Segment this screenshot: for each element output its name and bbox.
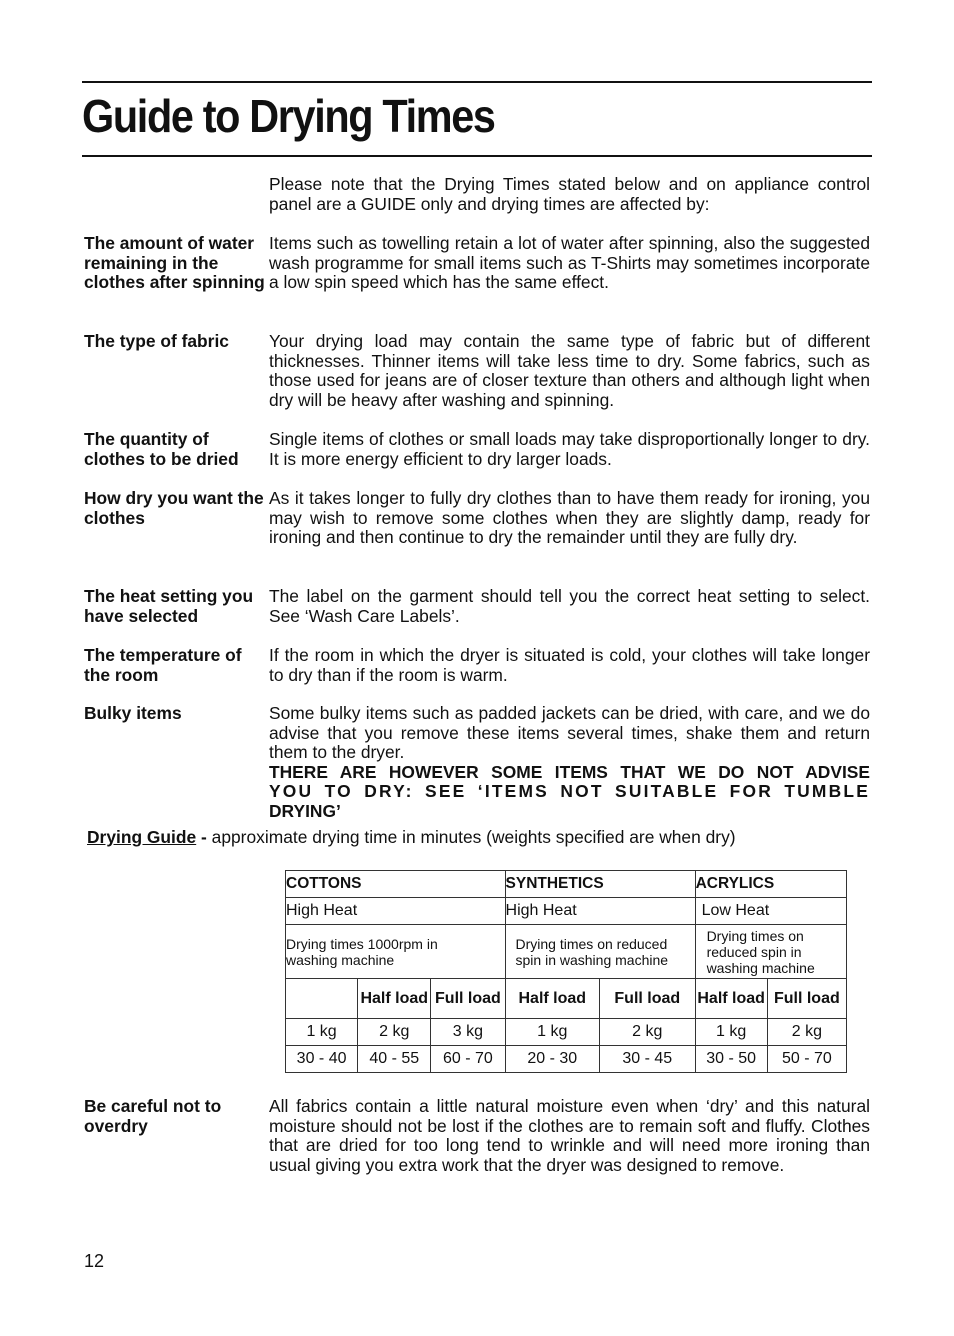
table-row-notes — [286, 925, 847, 979]
note-cottons: Drying times 1000rpm in washing machine — [286, 925, 506, 979]
load-cottons-empty — [286, 979, 358, 1019]
factor-text-room-temperature: If the room in which the dryer is situated is cold, your clothes will take longer to dry than if the room is warm. — [269, 645, 870, 685]
table-row-loads — [286, 979, 847, 1019]
drying-guide-label: Drying Guide — [87, 827, 197, 847]
factor-text-bulky-items — [269, 704, 870, 822]
factor-label-dryness: How dry you want the clothes — [84, 488, 264, 528]
weight-acrylics-1: 1 kg — [695, 1019, 767, 1046]
drying-times-table — [285, 870, 847, 1073]
load-acrylics-half: Half load — [695, 979, 767, 1019]
factor-text-water: Items such as towelling retain a lot of water after spinning, also the suggested wash programme for small items such as T-Shirts may sometimes incorporate a low spin speed which has the same effect. — [269, 233, 870, 293]
table-row-heat — [286, 898, 847, 925]
load-acrylics-full: Full load — [767, 979, 846, 1019]
bulky-items-paragraph: Some bulky items such as padded jackets can be dried, with care, and we do advise that you remove these items several times, shake them and return them to the dryer. — [269, 703, 870, 763]
weight-cottons-3: 3 kg — [431, 1019, 505, 1046]
weight-synthetics-2: 2 kg — [600, 1019, 696, 1046]
load-synthetics-half: Half load — [505, 979, 600, 1019]
intro-paragraph: Please note that the Drying Times stated below and on appliance control panel are a GUIDE only and drying times are affected by: — [269, 174, 870, 214]
load-cottons-full: Full load — [431, 979, 505, 1019]
load-synthetics-full: Full load — [600, 979, 696, 1019]
time-synthetics-1: 20 - 30 — [505, 1046, 600, 1073]
heat-acrylics: Low Heat — [695, 898, 846, 925]
drying-guide-heading — [87, 827, 736, 847]
table-row-weights — [286, 1019, 847, 1046]
header-cottons: COTTONS — [286, 871, 506, 898]
factor-text-fabric: Your drying load may contain the same type of fabric but of different thicknesses. Thinner items will take less time to dry. Some fabrics, such as those used for jeans are of closer texture than others and although light when dry will be heavy after washing and spinning. — [269, 331, 870, 410]
note-acrylics: Drying times on reduced spin in washing machine — [695, 925, 846, 979]
factor-text-dryness: As it takes longer to fully dry clothes than to have them ready for ironing, you may wish to remove some clothes when they are slightly damp, ready for ironing and then continue to dry the remainder until they are fully dry. — [269, 488, 870, 548]
factor-label-bulky-items: Bulky items — [84, 703, 182, 723]
page-title: Guide to Drying Times — [82, 90, 495, 142]
time-cottons-3: 60 - 70 — [431, 1046, 505, 1073]
factor-label-fabric: The type of fabric — [84, 331, 229, 351]
title-underline-rule — [82, 155, 872, 157]
page-number: 12 — [84, 1251, 105, 1271]
load-cottons-half: Half load — [358, 979, 431, 1019]
time-cottons-1: 30 - 40 — [286, 1046, 358, 1073]
factor-text-heat-setting: The label on the garment should tell you the correct heat setting to select. See ‘Wash Care Labels’. — [269, 586, 870, 626]
top-rule — [82, 81, 872, 83]
bulky-warning-line-2: YOU TO DRY: SEE ‘ITEMS NOT SUITABLE FOR TUMBLE — [269, 781, 870, 802]
bulky-warning-line-3: DRYING’ — [269, 800, 341, 821]
weight-cottons-1: 1 kg — [286, 1019, 358, 1046]
header-acrylics: ACRYLICS — [695, 871, 846, 898]
heat-cottons: High Heat — [286, 898, 506, 925]
weight-acrylics-2: 2 kg — [767, 1019, 846, 1046]
factor-label-quantity: The quantity of clothes to be dried — [84, 429, 239, 469]
time-synthetics-2: 30 - 45 — [600, 1046, 696, 1073]
factor-label-water: The amount of water remaining in the clothes after spinning — [84, 233, 265, 293]
weight-synthetics-1: 1 kg — [505, 1019, 600, 1046]
drying-guide-description: approximate drying time in minutes (weights specified are when dry) — [211, 827, 736, 847]
time-acrylics-1: 30 - 50 — [695, 1046, 767, 1073]
note-synthetics: Drying times on reduced spin in washing machine — [505, 925, 695, 979]
table-row-times — [286, 1046, 847, 1073]
bulky-warning-line-1: THERE ARE HOWEVER SOME ITEMS THAT WE DO NOT ADVISE — [269, 761, 870, 782]
overdry-label: Be careful not to overdry — [84, 1096, 222, 1136]
factor-text-quantity: Single items of clothes or small loads may take disproportionally longer to dry. It is more energy efficient to dry larger loads. — [269, 429, 870, 469]
overdry-text: All fabrics contain a little natural moisture even when ‘dry’ and this natural moisture should not be lost if the clothes are to remain soft and fluffy. Clothes that are dried for too long tend to wrinkle and will need more ironing than usual giving you extra work that the dryer was designed to remove. — [269, 1096, 870, 1175]
factor-label-heat-setting: The heat setting you have selected — [84, 586, 254, 626]
time-cottons-2: 40 - 55 — [358, 1046, 431, 1073]
drying-guide-dash: - — [201, 827, 207, 847]
time-acrylics-2: 50 - 70 — [767, 1046, 846, 1073]
weight-cottons-2: 2 kg — [358, 1019, 431, 1046]
heat-synthetics: High Heat — [505, 898, 695, 925]
table-row-fabric-types — [286, 871, 847, 898]
factor-label-room-temperature: The temperature of the room — [84, 645, 242, 685]
header-synthetics: SYNTHETICS — [505, 871, 695, 898]
